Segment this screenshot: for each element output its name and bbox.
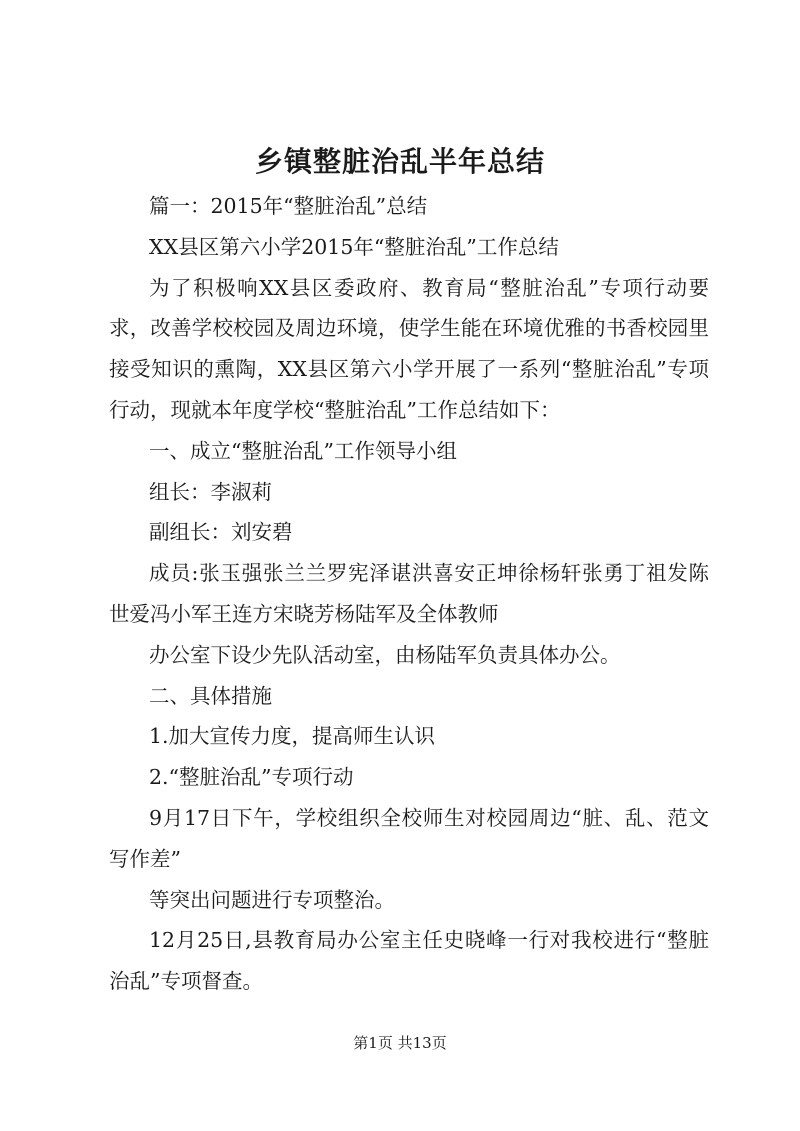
- paragraph-heading-part-one: 篇一：2015年“整脏治乱”总结: [149, 194, 428, 218]
- paragraph-leader: 组长：李淑莉: [149, 479, 272, 504]
- paragraph-dec-25: 12月25日,县教育局办公室主任史晓峰一行对我校进行“整脏治乱”专项督查。: [109, 928, 709, 994]
- paragraph-measure-two: 2.“整脏治乱”专项行动: [149, 765, 354, 790]
- paragraph-subtitle: XX县区第六小学2015年“整脏治乱”工作总结: [149, 234, 559, 259]
- paragraph-section-two: 二、具体措施: [149, 683, 272, 708]
- paragraph-section-one: 一、成立“整脏治乱”工作领导小组: [149, 438, 457, 463]
- document-title: 乡镇整脏治乱半年总结: [254, 145, 545, 178]
- paragraph-deputy-leader: 副组长：刘安碧: [149, 520, 293, 545]
- document-body: [109, 186, 709, 1002]
- paragraph-office: 办公室下设少先队活动室，由杨陆军负责具体办公。: [149, 642, 621, 667]
- paragraph-sept-17: 9月17日下午，学校组织全校师生对校园周边“脏、乱、范文写作差”: [109, 805, 709, 871]
- paragraph-intro: 为了积极响XX县区委政府、教育局“整脏治乱”专项行动要求，改善学校校园及周边环境，使学生能在环境优雅的书香校园里接受知识的熏陶，XX县区第六小学开展了一系列“整脏治乱”专项行动，现就本年度学校“整脏治乱”工作总结如下：: [109, 275, 709, 422]
- page-number-footer: 第1页 共13页: [353, 1034, 447, 1052]
- paragraph-measure-one: 1.加大宣传力度，提高师生认识: [149, 724, 436, 749]
- paragraph-members: 成员:张玉强张兰兰罗宪泽谌洪喜安正坤徐杨轩张勇丁祖发陈世爱冯小军王连方宋晓芳杨陆军及全体教师: [109, 561, 709, 626]
- paragraph-rectification: 等突出问题进行专项整治。: [149, 887, 395, 912]
